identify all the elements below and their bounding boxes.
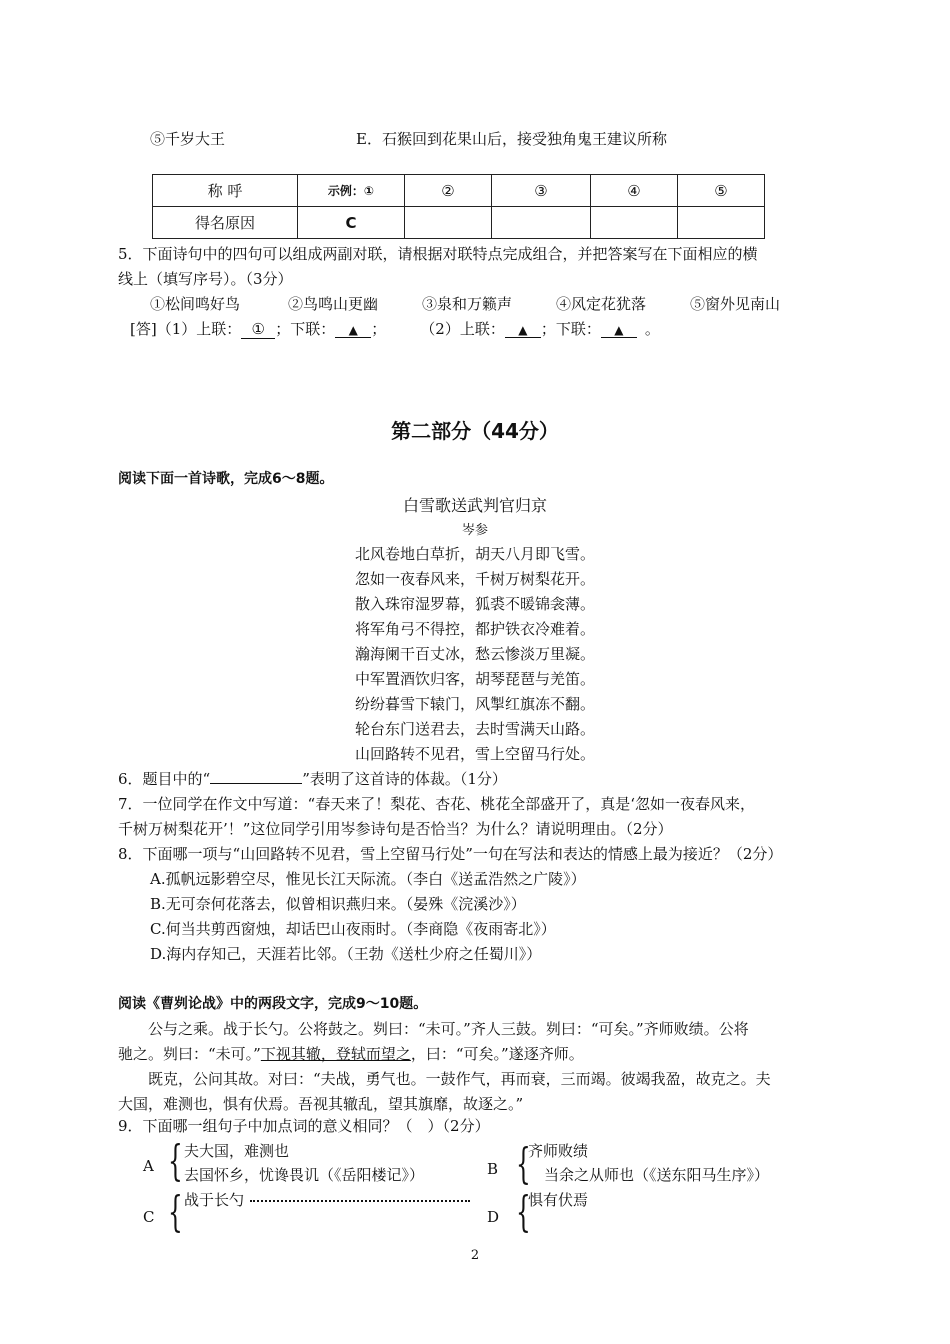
q6 [118, 768, 507, 789]
table-row [153, 207, 765, 239]
q5-answer-line: [答]（1）上联： ① ；下联： ▲ ； （2）上联： ▲ ；下联： ▲ 。 [130, 320, 660, 338]
q9-b-top: 齐师败绩 [528, 1142, 589, 1160]
table-row [153, 175, 765, 207]
poem-heading: 阅读下面一首诗歌，完成6～8题。 [118, 471, 334, 487]
q9-stem: 9．下面哪一组句子中加点词的意义相同？（ ）（2分） [118, 1117, 490, 1135]
table-cell: ② [405, 175, 492, 207]
prose-p1-line2 [118, 1043, 584, 1064]
table-cell: 示例：① [298, 175, 405, 207]
brace-icon: { [516, 1139, 531, 1188]
table-cell: C [298, 207, 405, 239]
poem-line: 忽如一夜春风来，千树万树梨花开。 [354, 570, 595, 588]
q5-option: ⑤窗外见南山 [690, 295, 781, 313]
q9-d-top: 惧有伏焉 [528, 1191, 589, 1209]
answer-end: 。 [644, 320, 660, 338]
q5-stem-line1: 5．下面诗句中的四句可以组成两副对联，请根据对联特点完成组合，并把答案写在下面相应的横 [118, 245, 758, 263]
table-cell [492, 207, 591, 239]
page-number: 2 [470, 1248, 480, 1263]
q9-b-bottom: 当余之从师也（《送东阳马生序》） [544, 1166, 770, 1184]
prose-heading: 阅读《曹刿论战》中的两段文字，完成9～10题。 [118, 996, 428, 1012]
q8-option-d: D.海内存知己，天涯若比邻。（王勃《送杜少府之任蜀川》） [150, 945, 542, 963]
poem-line: 北风卷地白草折，胡天八月即飞雪。 [354, 545, 595, 563]
top-item-right: E．石猴回到花果山后，接受独角鬼王建议所称 [356, 130, 667, 148]
poem-author: 岑参 [461, 523, 488, 538]
prose-text: 驰之。刿曰：“未可。” [118, 1045, 261, 1063]
q7-line2: 千树万树梨花开’！”这位同学引用岑参诗句是否恰当？为什么？请说明理由。（2分） [118, 820, 673, 838]
q5-option: ②鸟鸣山更幽 [288, 295, 379, 313]
q5-option: ①松间鸣好鸟 [150, 295, 241, 313]
q9-b-label: B [487, 1160, 499, 1178]
prose-text: ，曰：“可矣。”遂逐齐师。 [410, 1045, 584, 1063]
poem-line: 散入珠帘湿罗幕，狐裘不暖锦衾薄。 [354, 595, 595, 613]
table-cell [405, 207, 492, 239]
table-cell: 得名原因 [153, 207, 298, 239]
answer-blank-3: ▲ [505, 323, 541, 338]
q5-stem-line2: 线上（填写序号）。（3分） [118, 270, 293, 288]
table-cell: ④ [591, 175, 678, 207]
q7-line1: 7．一位同学在作文中写道：“春天来了！梨花、杏花、桃花全部盛开了，真是‘忽如一夜春风来， [118, 795, 755, 813]
lower-label: ；下联： [275, 320, 336, 338]
poem-line: 将军角弓不得控，都护铁衣冷难着。 [354, 620, 595, 638]
poem-line: 轮台东门送君去，去时雪满天山路。 [354, 720, 595, 738]
poem-line: 纷纷暮雪下辕门，风掣红旗冻不翻。 [354, 695, 595, 713]
lower-label-2: ；下联： [540, 320, 601, 338]
q9-a-label: A [143, 1157, 154, 1175]
poem-line: 瀚海阑干百丈冰，愁云惨淡万里凝。 [354, 645, 595, 663]
table-cell: 称 呼 [153, 175, 298, 207]
answer-blank-1: ① [241, 320, 275, 339]
poem-line: 中军置酒饮归客，胡琴琵琶与羌笛。 [354, 670, 595, 688]
q9-a-bottom: 去国怀乡，忧谗畏讥（《岳阳楼记》） [184, 1166, 425, 1184]
q8-stem: 8．下面哪一项与“山回路转不见君，雪上空留马行处”一句在写法和表达的情感上最为接近？（2分） [118, 845, 783, 863]
brace-icon: { [168, 1136, 183, 1185]
brace-icon: { [516, 1187, 531, 1236]
table-cell [678, 207, 765, 239]
answer-blank-2: ▲ [335, 323, 371, 338]
answer-blank-4: ▲ [601, 323, 637, 338]
prose-p2-line2: 大国，难测也，惧有伏焉。吾视其辙乱，望其旗靡，故逐之。” [118, 1095, 524, 1113]
q9-d-label: D [487, 1208, 500, 1226]
dotted-blank [250, 1200, 470, 1202]
q6-before: 6．题目中的“ [118, 770, 211, 788]
prose-underlined: 下视其辙，登轼而望之 [260, 1045, 411, 1063]
part2-prefix: （2）上联： [420, 320, 505, 338]
answer-prefix: [答]（1）上联： [130, 320, 242, 338]
q6-after: ”表明了这首诗的体裁。（1分） [302, 770, 507, 788]
q9-a-top: 夫大国，难测也 [184, 1142, 290, 1160]
top-item-left: ⑤千岁大王 [150, 130, 226, 148]
prose-p1-line1: 公与之乘。战于长勺。公将鼓之。刿曰：“未可。”齐人三鼓。刿曰：“可矣。”齐师败绩。公将 [148, 1020, 749, 1038]
brace-icon: { [168, 1187, 183, 1236]
q9-c-top [184, 1189, 470, 1210]
q5-option: ③泉和万籁声 [422, 295, 513, 313]
q5-option: ④风定花犹落 [556, 295, 647, 313]
q8-option-b: B.无可奈何花落去，似曾相识燕归来。（晏殊《浣溪沙》） [150, 895, 526, 913]
q8-option-a: A.孤帆远影碧空尽，惟见长江天际流。（李白《送孟浩然之广陵》） [150, 870, 586, 888]
table-cell [591, 207, 678, 239]
q9-c-text: 战于长勺 [184, 1191, 245, 1209]
q9-c-label: C [143, 1208, 155, 1226]
q6-blank [210, 783, 302, 784]
table-cell: ⑤ [678, 175, 765, 207]
part2-title: 第二部分（44分） [391, 419, 559, 443]
q8-option-c: C.何当共剪西窗烛，却话巴山夜雨时。（李商隐《夜雨寄北》） [150, 920, 556, 938]
poem-line: 山回路转不见君，雪上空留马行处。 [354, 745, 595, 763]
table-cell: ③ [492, 175, 591, 207]
name-table [152, 174, 765, 239]
poem-title: 白雪歌送武判官归京 [402, 496, 547, 515]
prose-p2-line1: 既克，公问其故。对曰：“夫战，勇气也。一鼓作气，再而衰，三而竭。彼竭我盈，故克之。夫 [148, 1070, 771, 1088]
